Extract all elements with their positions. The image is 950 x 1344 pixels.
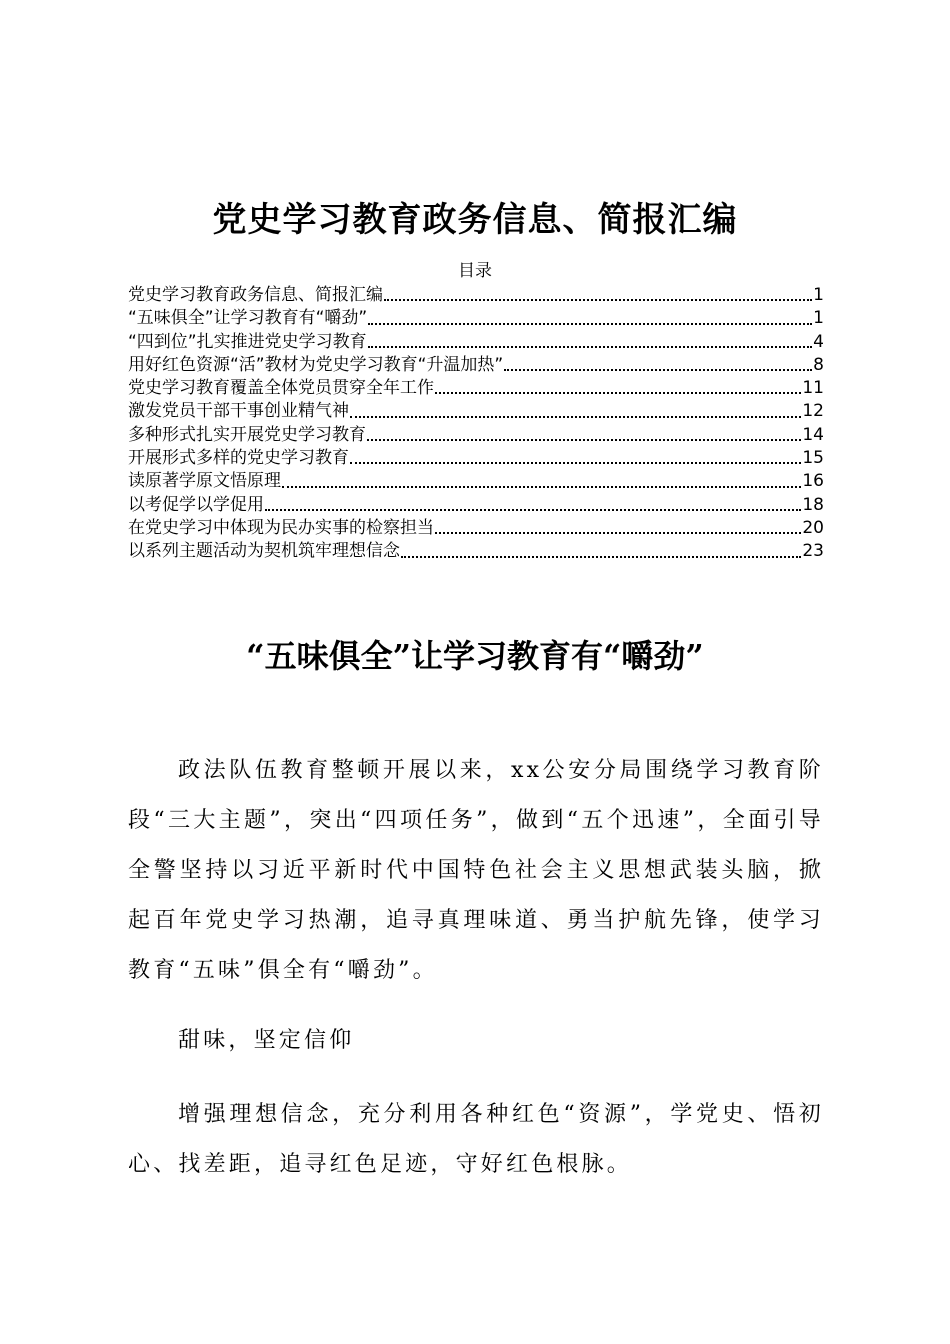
document-title: 党史学习教育政务信息、简报汇编 bbox=[212, 200, 738, 240]
toc-entry[interactable] bbox=[128, 470, 824, 493]
toc-entry-title: 开展形式多样的党史学习教育 bbox=[128, 448, 349, 469]
toc-entry-title: 用好红色资源“活”教材为党史学习教育“升温加热” bbox=[128, 354, 504, 375]
paragraph-text: 政法队伍教育整顿开展以来，xx公安分局围绕学习教育阶段“三大主题”，突出“四项任务”，做到“五个迅速”，全面引导全警坚持以习近平新时代中国特色社会主义思想武装头脑，掀起百年党史学习热潮，追寻真理味道、勇当护航先锋，使学习教育“五味”俱全有“嚼劲”。 bbox=[128, 758, 824, 983]
toc-entry-page: 15 bbox=[802, 448, 824, 469]
toc-entry-title: 党史学习教育政务信息、简报汇编 bbox=[128, 285, 383, 305]
toc-entry-title: 读原著学原文悟原理 bbox=[128, 471, 281, 492]
toc-leader-dots bbox=[368, 323, 812, 325]
toc-entry-page: 14 bbox=[802, 424, 824, 445]
body-paragraph bbox=[128, 1090, 824, 1190]
toc-entry[interactable] bbox=[128, 400, 824, 423]
paragraph-text: 甜味，坚定信仰 bbox=[178, 1028, 355, 1053]
toc-heading: 目录 bbox=[458, 261, 492, 281]
toc-entry-page: 1 bbox=[813, 308, 824, 329]
toc-entry-title: 党史学习教育覆盖全体党员贯穿全年工作 bbox=[128, 378, 434, 399]
toc-entry-page: 20 bbox=[802, 517, 824, 538]
toc-entry-page: 18 bbox=[802, 494, 824, 515]
toc-entry[interactable] bbox=[128, 284, 824, 307]
toc-leader-dots bbox=[350, 462, 801, 464]
subheading-paragraph bbox=[128, 1016, 824, 1066]
toc-leader-dots bbox=[367, 439, 801, 441]
toc-entry-title: “五味俱全”让学习教育有“嚼劲” bbox=[128, 308, 368, 329]
toc-leader-dots bbox=[282, 486, 801, 488]
toc-entry-page: 23 bbox=[802, 541, 824, 562]
toc-entry-title: 在党史学习中体现为民办实事的检察担当 bbox=[128, 517, 434, 538]
toc-entry[interactable] bbox=[128, 354, 824, 377]
toc-leader-dots bbox=[504, 369, 812, 371]
toc-entry-title: 激发党员干部干事创业精气神 bbox=[128, 401, 349, 422]
toc-entry-title: “四到位”扎实推进党史学习教育 bbox=[128, 331, 367, 352]
toc-entry[interactable] bbox=[128, 424, 824, 447]
toc-entry[interactable] bbox=[128, 517, 824, 540]
toc-entry[interactable] bbox=[128, 494, 824, 517]
toc-entry-page: 8 bbox=[813, 354, 824, 375]
toc-entry-title: 多种形式扎实开展党史学习教育 bbox=[128, 424, 366, 445]
toc-entry-title: 以系列主题活动为契机筑牢理想信念 bbox=[128, 541, 400, 562]
toc-leader-dots bbox=[368, 346, 813, 348]
toc-entry-page: 1 bbox=[813, 285, 824, 305]
toc-entry-title: 以考促学以学促用 bbox=[128, 494, 264, 515]
toc-leader-dots bbox=[401, 556, 801, 558]
toc-entry-page: 12 bbox=[802, 401, 824, 422]
toc-leader-dots bbox=[350, 416, 801, 418]
table-of-contents bbox=[128, 284, 824, 564]
section-title: “五味俱全”让学习教育有“嚼劲” bbox=[246, 637, 704, 675]
toc-entry-page: 16 bbox=[802, 471, 824, 492]
toc-entry[interactable] bbox=[128, 307, 824, 330]
toc-leader-dots bbox=[384, 299, 812, 301]
toc-entry[interactable] bbox=[128, 540, 824, 563]
toc-entry-page: 11 bbox=[802, 378, 824, 399]
toc-entry-page: 4 bbox=[813, 331, 824, 352]
toc-entry[interactable] bbox=[128, 447, 824, 470]
toc-entry[interactable] bbox=[128, 377, 824, 400]
toc-leader-dots bbox=[435, 392, 801, 394]
toc-leader-dots bbox=[265, 509, 801, 511]
toc-entry[interactable] bbox=[128, 331, 824, 354]
toc-leader-dots bbox=[435, 532, 801, 534]
body-paragraph bbox=[128, 746, 824, 996]
paragraph-text: 增强理想信念，充分利用各种红色“资源”，学党史、悟初心、找差距，追寻红色足迹，守好红色根脉。 bbox=[128, 1102, 824, 1177]
